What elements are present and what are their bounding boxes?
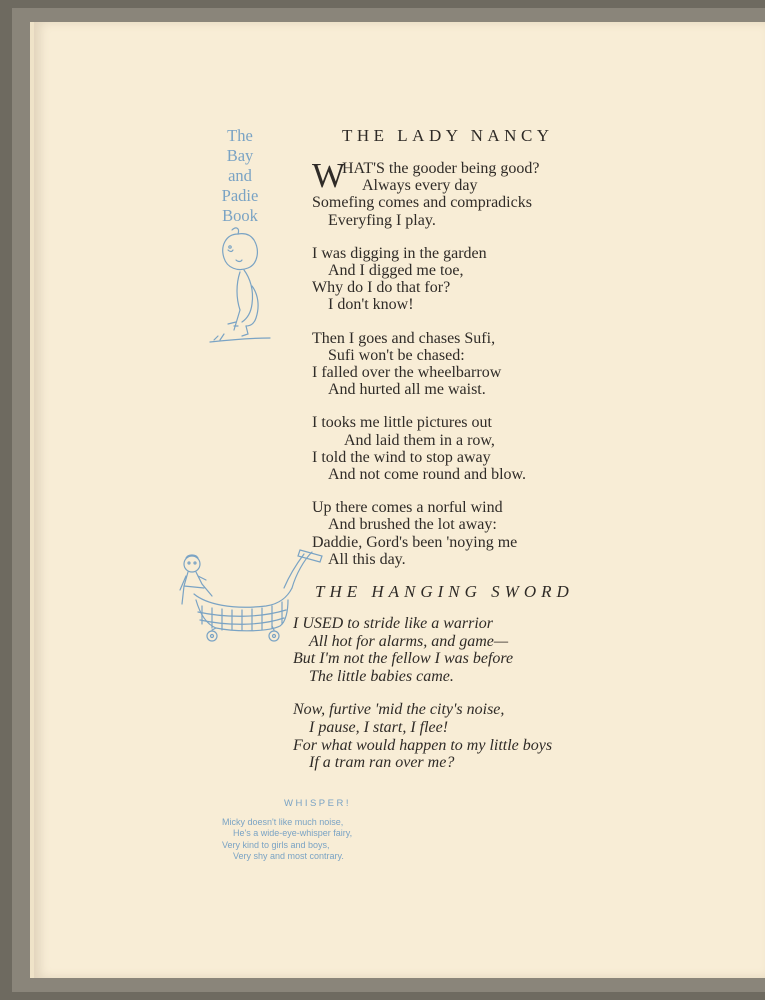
poem-line: Sufi won't be chased: — [328, 346, 465, 364]
stanza — [312, 156, 540, 229]
poem-line: And hurted all me waist. — [328, 381, 486, 399]
poem-title: THE HANGING SWORD — [315, 582, 574, 601]
book-side-title — [210, 126, 270, 226]
stanza — [312, 245, 540, 314]
side-title-line: The — [227, 126, 253, 145]
poem-line: Everyfing I play. — [328, 211, 436, 229]
poem-line: I told the wind to stop away — [312, 448, 491, 466]
whisper-line: Micky doesn't like much noise, — [222, 817, 344, 827]
poem-line: The little babies came. — [309, 667, 454, 685]
poem-line: All this day. — [328, 550, 406, 568]
whisper-line: Very shy and most contrary. — [233, 851, 344, 862]
poem-line: I pause, I start, I flee! — [309, 718, 449, 736]
side-title-line: and — [228, 166, 252, 185]
poem-line: And not come round and blow. — [328, 466, 527, 484]
stanza — [312, 414, 540, 483]
whisper-line: Very kind to girls and boys, — [222, 839, 330, 850]
poem-line: Why do I do that for? — [312, 279, 451, 297]
poem-line: Up there comes a norful wind — [312, 499, 503, 517]
poem-hanging-sword — [293, 615, 552, 788]
side-title-line: Padie — [221, 186, 259, 205]
poem-line: I USED to stride like a warrior — [293, 615, 493, 632]
poem-line: I tooks me little pictures out — [312, 414, 492, 432]
poem-line: I don't know! — [328, 296, 414, 314]
poem-line: And laid them in a row, — [344, 431, 495, 449]
stanza — [312, 499, 540, 568]
side-title-line: Book — [222, 206, 258, 225]
stanza — [293, 701, 552, 771]
stanza — [293, 615, 552, 685]
poem-line: Now, furtive 'mid the city's noise, — [293, 701, 505, 719]
stanza — [312, 330, 540, 399]
whisper-line: He's a wide-eye-whisper fairy, — [233, 828, 353, 839]
poem-line: But I'm not the fellow I was before — [293, 650, 514, 668]
poem-line: And I digged me toe, — [328, 262, 464, 280]
poem-title: THE LADY NANCY — [342, 126, 554, 145]
poem-line: If a tram ran over me? — [309, 754, 455, 772]
whisper-verse — [222, 817, 352, 863]
side-title-line: Bay — [226, 146, 254, 165]
poem-line: For what would happen to my little boys — [293, 736, 553, 754]
poem-line: And brushed the lot away: — [328, 516, 497, 534]
drop-cap: W — [312, 156, 346, 195]
poem-line: I was digging in the garden — [312, 244, 487, 262]
poem-line: Always every day — [362, 177, 478, 195]
poem-line: Daddie, Gord's been 'noying me — [312, 533, 518, 551]
poem-line: All hot for alarms, and game— — [309, 632, 509, 650]
poem-line-text: HAT'S the gooder being good? — [342, 160, 540, 177]
poem-line: Somefing comes and compradicks — [312, 194, 532, 212]
poem-line: I falled over the wheelbarrow — [312, 364, 502, 382]
child-digging-illustration — [208, 226, 288, 346]
poem-lady-nancy — [312, 156, 540, 584]
whisper-title: WHISPER! — [284, 798, 351, 809]
poem-line: Then I goes and chases Sufi, — [312, 329, 496, 347]
